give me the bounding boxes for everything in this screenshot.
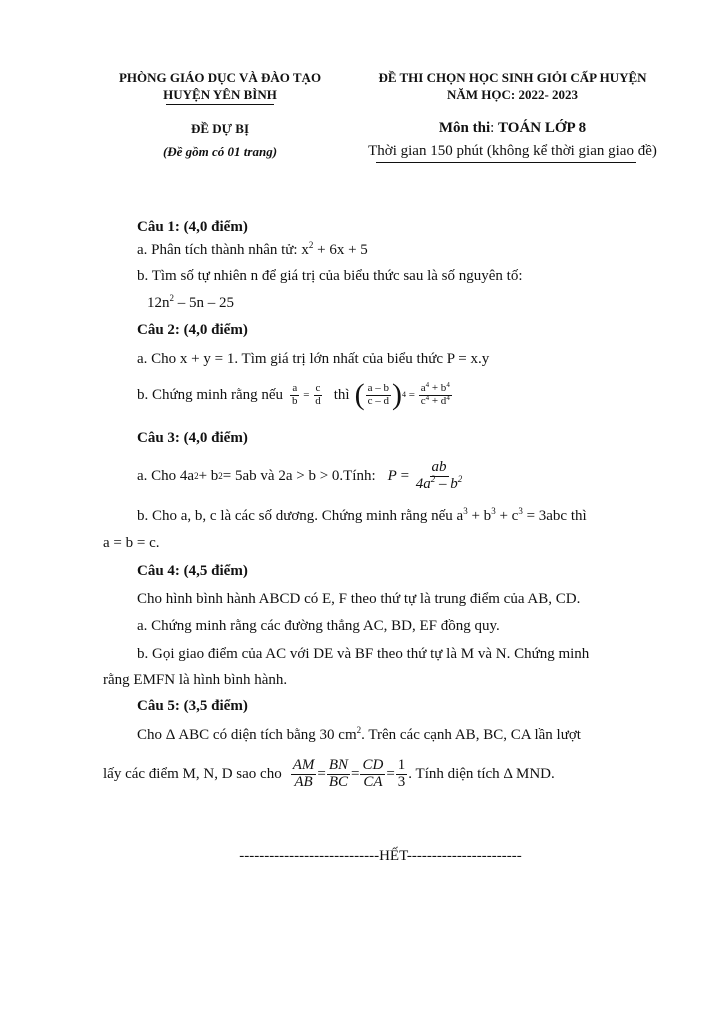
question-2a: a. Cho x + y = 1. Tìm giá trị lớn nhất của biểu thức P = x.y bbox=[137, 351, 490, 367]
page-count-note: (Đề gồm có 01 trang) bbox=[162, 144, 278, 159]
question-3b-line2: a = b = c. bbox=[103, 535, 160, 551]
department-name: PHÒNG GIÁO DỤC VÀ ĐÀO TẠO bbox=[118, 70, 322, 85]
question-5-line2: lấy các điểm M, N, D sao cho $\frac{AM}{AB}$ = $\frac{BN}{BC}$ = $\frac{CD}{CA}$ = $\frac{1}{3}$ . Tính diện tích Δ MND. bbox=[103, 756, 555, 790]
question-1b-expression: $12n^2 - 5n - 25$ bbox=[147, 293, 234, 311]
question-2b: b. Chứng minh rằng nếu $\frac{a}{b}$ = $\frac{c}{d}$ thì ( $\frac{a - b}{c - d}$ ) 4 = $\frac{a^4 + b^4}{c^4 + d^4}$ bbox=[137, 378, 450, 411]
time-allowed: Thời gian 150 phút (không kể thời gian giao đề) bbox=[368, 143, 657, 159]
question-5-title: Câu 5: (3,5 điểm) bbox=[137, 698, 248, 714]
district-underline bbox=[166, 104, 274, 105]
end-marker: ----------------------------HẾT----------------------- bbox=[239, 848, 522, 864]
question-2-title: Câu 2: (4,0 điểm) bbox=[137, 322, 248, 338]
question-5-line1: Cho Δ ABC có diện tích bằng 30 $cm^2$. Trên các cạnh AB, BC, CA lần lượt bbox=[137, 725, 581, 743]
fraction-c-over-d: $\frac{c}{d}$ bbox=[315, 381, 321, 407]
subject-label: Môn thi bbox=[438, 120, 491, 136]
ratio-am-ab: $\frac{AM}{AB}$ bbox=[292, 756, 315, 790]
fraction-amb-over-cmd: $\frac{a - b}{c - d}$ bbox=[367, 381, 389, 407]
subject-line: Môn thi: TOÁN LỚP 8 bbox=[438, 120, 587, 136]
question-1-title: Câu 1: (4,0 điểm) bbox=[137, 219, 248, 235]
question-1a: a. Phân tích thành nhân tử: $x^2 + 6x + 5$ bbox=[137, 240, 368, 258]
exam-title: ĐỀ THI CHỌN HỌC SINH GIỎI CẤP HUYỆN bbox=[378, 70, 647, 85]
fraction-power-sum: $\frac{a^4 + b^4}{c^4 + d^4}$ bbox=[420, 380, 450, 407]
school-year: NĂM HỌC: 2022- 2023 bbox=[446, 87, 579, 102]
district-name: HUYỆN YÊN BÌNH bbox=[163, 87, 277, 102]
question-4a: a. Chứng minh rằng các đường thẳng AC, BD, EF đồng quy. bbox=[137, 618, 500, 634]
ratio-one-third: $\frac{1}{3}$ bbox=[397, 756, 406, 790]
time-underline bbox=[376, 162, 636, 163]
fraction-a-over-b: $\frac{a}{b}$ bbox=[292, 381, 298, 407]
ratio-cd-ca: $\frac{CD}{CA}$ bbox=[362, 756, 384, 790]
question-4b-line2: rằng EMFN là hình bình hành. bbox=[103, 672, 288, 688]
subject-value: TOÁN LỚP 8 bbox=[498, 120, 587, 136]
question-3b: b. Cho a, b, c là các số dương. Chứng minh rằng nếu $a^3 + b^3 + c^3 = 3abc$ thì bbox=[137, 506, 587, 524]
question-3a: a. Cho 4a 2 + b 2 = 5ab và 2a > b > 0.Tính: P = $\frac{ab}{4a^2 - b^2}$ bbox=[137, 458, 463, 492]
question-4b: b. Gọi giao điểm của AC với DE và BF theo thứ tự là M và N. Chứng minh bbox=[137, 646, 590, 662]
question-1b: b. Tìm số tự nhiên n để giá trị của biểu thức sau là số nguyên tố: bbox=[137, 268, 523, 284]
question-4-title: Câu 4: (4,5 điểm) bbox=[137, 563, 248, 579]
ratio-bn-bc: $\frac{BN}{BC}$ bbox=[328, 756, 349, 790]
question-4-intro: Cho hình bình hành ABCD có E, F theo thứ tự là trung điểm của AB, CD. bbox=[137, 591, 581, 607]
fraction-p: $\frac{ab}{4a^2 - b^2}$ bbox=[415, 458, 463, 492]
exam-status: ĐỀ DỰ BỊ bbox=[190, 121, 250, 136]
question-3-title: Câu 3: (4,0 điểm) bbox=[137, 430, 248, 446]
